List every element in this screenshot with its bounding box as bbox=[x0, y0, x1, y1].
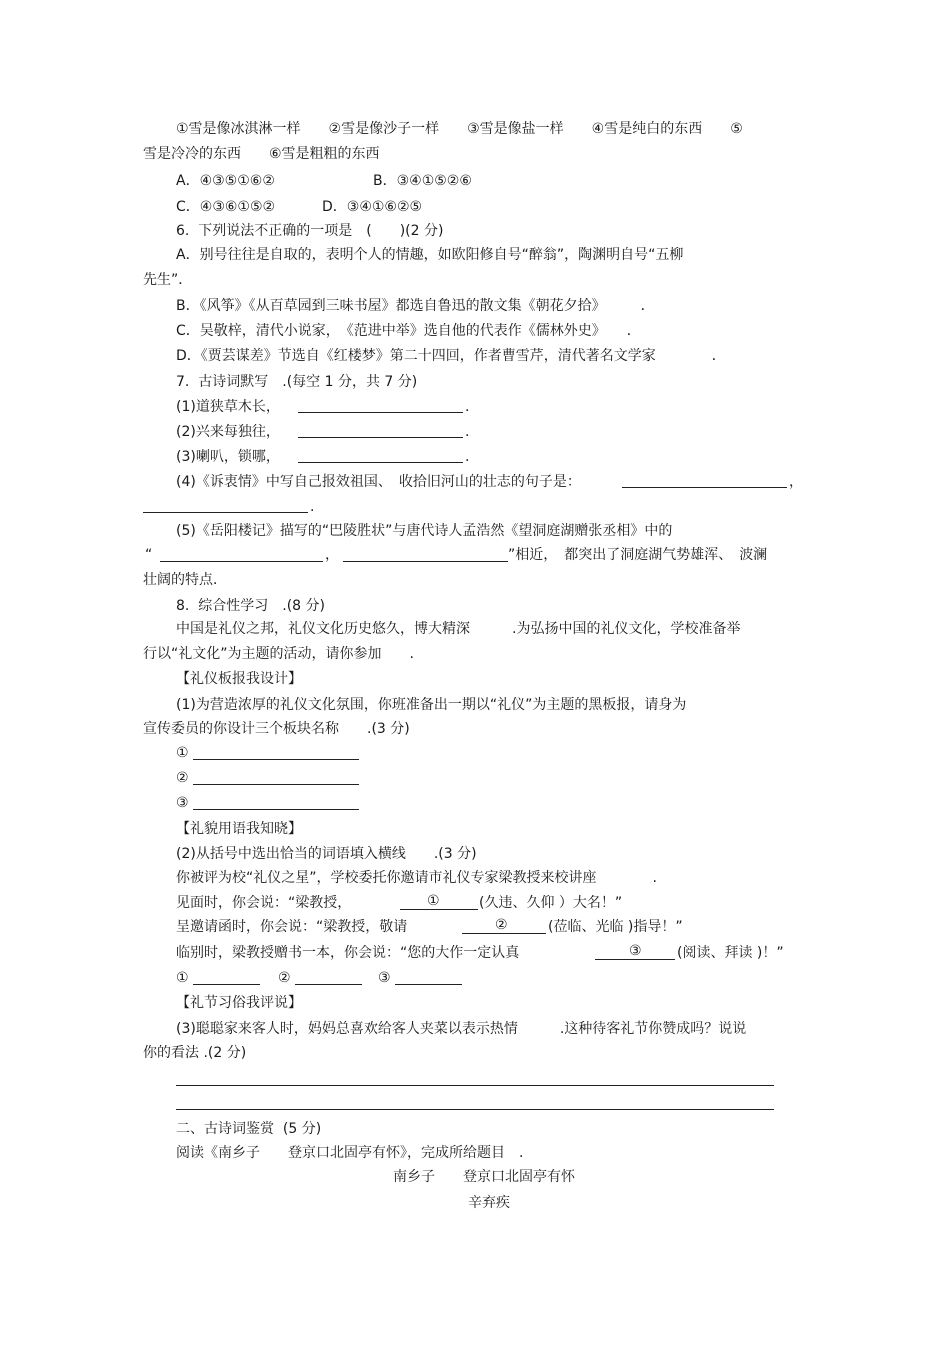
q8-heading-customs: 【礼节习俗我评说】 bbox=[176, 995, 302, 1011]
q8-board-marker-2: ② bbox=[176, 770, 189, 786]
q6-option-a-line1: A．别号往往是自取的，表明个人的情趣，如欧阳修自号“醉翁”，陶渊明自号“五柳 bbox=[176, 247, 684, 263]
q7-item4-period: . bbox=[310, 499, 315, 515]
q8-part2-stem: (2)从括号中选出恰当的词语填入横线 .(3 分) bbox=[176, 846, 477, 862]
q7-item4-comma: ， bbox=[789, 474, 803, 490]
q7-item1-blank[interactable] bbox=[298, 412, 463, 413]
q8-sentence1-options: (久违、久仰 ）大名！” bbox=[479, 895, 623, 911]
q8-part1-line2: 宣传委员的你设计三个板块名称 .(3 分) bbox=[143, 721, 410, 737]
q8-sentence1-marker: ① bbox=[427, 893, 440, 909]
q8-intro-line1: 中国是礼仪之邦，礼仪文化历史悠久，博大精深 .为弘扬中国的礼仪文化，学校准备举 bbox=[176, 621, 741, 637]
q8-stem: 8. 综合性学习 .(8 分) bbox=[176, 598, 325, 614]
q7-item1-period: . bbox=[465, 399, 470, 415]
section2-heading: 二、古诗词鉴赏 (5 分) bbox=[176, 1121, 322, 1137]
q8-answer-blank-2[interactable] bbox=[295, 984, 362, 985]
q8-part1-line1: (1)为营造浓厚的礼仪文化氛围，你班准备出一期以“礼仪”为主题的黑板报，请身为 bbox=[176, 697, 687, 713]
q8-sentence3-marker: ③ bbox=[629, 943, 642, 959]
q6-option-c: C．吴敬梓，清代小说家， 《范进中举》选自他的代表作《儒林外史》 ． bbox=[176, 323, 641, 339]
q5-options-line1: ①雪是像冰淇淋一样 ②雪是像沙子一样 ③雪是像盐一样 ④雪是纯白的东西 ⑤ bbox=[176, 121, 743, 137]
q8-sentence1-text: 见面时，你会说：“梁教授， bbox=[176, 895, 352, 911]
q7-item2-blank[interactable] bbox=[298, 437, 463, 438]
q8-answer-marker-1: ① bbox=[176, 970, 189, 986]
q8-answer-marker-3: ③ bbox=[378, 970, 391, 986]
q7-item5-blank-a[interactable] bbox=[160, 561, 323, 562]
q6-stem: 6. 下列说法不正确的一项是 ( )(2 分) bbox=[176, 223, 444, 239]
q6-option-d: D．《贾芸谋差》节选自《红楼梦》第二十四回，作者曹雪芹，清代著名文学家 ． bbox=[176, 348, 726, 364]
poem-author: 辛弃疾 bbox=[468, 1195, 510, 1211]
q6-option-a-line2: 先生”． bbox=[143, 272, 193, 288]
q7-stem: 7. 古诗词默写 .(每空 1 分，共 7 分) bbox=[176, 374, 418, 390]
q7-item5-line3: 壮阔的特点． bbox=[143, 572, 227, 588]
q7-item4-label: (4)《诉衷情》中写自己报效祖国、 收拾旧河山的壮志的句子是： bbox=[176, 474, 581, 490]
q8-part3-line1: (3)聪聪家来客人时，妈妈总喜欢给客人夹菜以表示热情 .这种待客礼节你赞成吗？说说 bbox=[176, 1021, 747, 1037]
q5-options-line2: 雪是冷冷的东西 ⑥雪是粗粗的东西 bbox=[143, 146, 380, 162]
q5-choice-b: B．③④①⑤②⑥ bbox=[373, 173, 472, 189]
section2-instruction: 阅读《南乡子 登京口北固亭有怀》，完成所给题目 . bbox=[176, 1145, 524, 1161]
q8-sentence2-options: (莅临、光临 )指导！” bbox=[548, 919, 683, 935]
q7-item5-open-quote: “ bbox=[145, 547, 153, 563]
q7-item3-period: . bbox=[465, 449, 470, 465]
q6-option-b: B．《风筝》《从百草园到三味书屋》都选自鲁迅的散文集《朝花夕拾》 ． bbox=[176, 298, 655, 314]
q8-sentence3-options: (阅读、拜读 )！” bbox=[677, 945, 784, 961]
q8-intro-line2: 行以“礼文化”为主题的活动，请你参加 . bbox=[143, 646, 414, 662]
q5-choice-a: A．④③⑤①⑥② bbox=[176, 173, 275, 189]
q8-board-blank-3[interactable] bbox=[193, 809, 359, 810]
q8-answer-marker-2: ② bbox=[278, 970, 291, 986]
q8-board-blank-1[interactable] bbox=[193, 759, 359, 760]
q8-part3-answer-line-1[interactable] bbox=[176, 1085, 774, 1086]
q7-item1-label: (1)道狭草木长， bbox=[176, 399, 280, 415]
q7-item2-label: (2)兴来每独往， bbox=[176, 424, 280, 440]
q7-item2-period: . bbox=[465, 424, 470, 440]
q7-item4-blank-b[interactable] bbox=[143, 512, 308, 513]
q8-part3-line2: 你的看法 .(2 分) bbox=[143, 1045, 247, 1061]
q7-item5-comma: ， bbox=[325, 547, 339, 563]
q7-item4-blank-a[interactable] bbox=[622, 487, 787, 488]
q8-board-marker-1: ① bbox=[176, 745, 189, 761]
q8-part3-answer-line-2[interactable] bbox=[176, 1109, 774, 1110]
q8-sentence2-marker: ② bbox=[495, 917, 508, 933]
q8-answer-blank-3[interactable] bbox=[395, 984, 462, 985]
q8-part2-scenario: 你被评为校“礼仪之星”，学校委托你邀请市礼仪专家梁教授来校讲座 . bbox=[176, 870, 657, 886]
q7-item5-line2-rest: ”相近， 都突出了洞庭湖气势雄浑、 波澜 bbox=[508, 547, 768, 563]
poem-title: 南乡子 登京口北固亭有怀 bbox=[393, 1169, 575, 1185]
q8-sentence2-text: 呈邀请函时，你会说：“梁教授，敬请 bbox=[176, 919, 408, 935]
q8-sentence3-text: 临别时，梁教授赠书一本，你会说：“您的大作一定认真 bbox=[176, 945, 520, 961]
q8-heading-polite: 【礼貌用语我知晓】 bbox=[176, 821, 302, 837]
q7-item5-line1: (5)《岳阳楼记》描写的“巴陵胜状”与唐代诗人孟浩然《望洞庭湖赠张丞相》中的 bbox=[176, 523, 673, 539]
q8-answer-blank-1[interactable] bbox=[193, 984, 260, 985]
q8-board-blank-2[interactable] bbox=[193, 784, 359, 785]
q5-choice-d: D．③④①⑥②⑤ bbox=[322, 199, 423, 215]
q8-board-marker-3: ③ bbox=[176, 795, 189, 811]
q7-item3-label: (3)喇叭，锁哪， bbox=[176, 449, 280, 465]
q8-heading-board: 【礼仪板报我设计】 bbox=[176, 671, 302, 687]
q5-choice-c: C．④③⑥①⑤② bbox=[176, 199, 276, 215]
q7-item5-blank-b[interactable] bbox=[343, 561, 508, 562]
q7-item3-blank[interactable] bbox=[298, 462, 463, 463]
